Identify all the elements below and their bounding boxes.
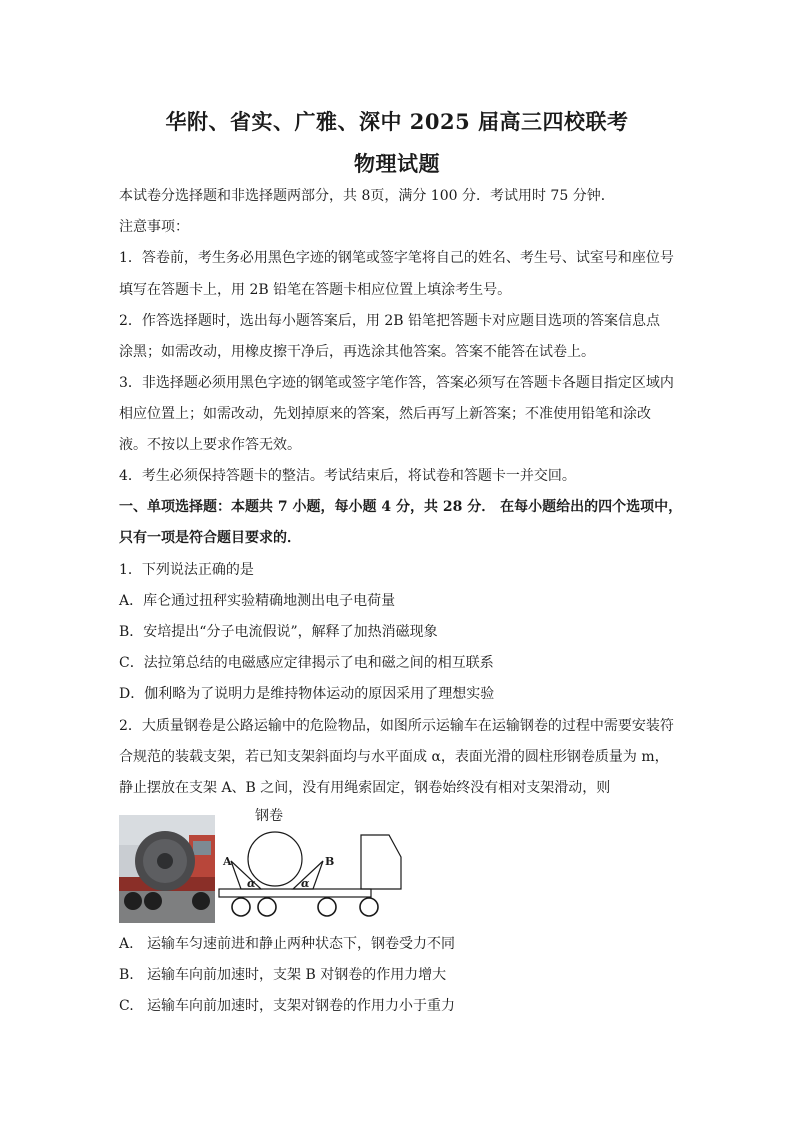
- steel-coil-circle: [248, 832, 302, 886]
- label-a: A: [223, 855, 232, 868]
- notice-line: 1．答卷前，考生务必用黑色字迹的钢笔或签字笔将自己的姓名、考生号、试室号和座位号: [119, 250, 674, 266]
- question-2-stem: 2．大质量钢卷是公路运输中的危险物品，如图所示运输车在运输钢卷的过程中需要安装符: [119, 718, 674, 734]
- diagram-wheel: [318, 898, 336, 916]
- question-2-option-c: [119, 996, 455, 1016]
- photo-wheel: [124, 892, 142, 910]
- section-heading: 一、单项选择题：本题共 7 小题，每小题 4 分，共 28 分． 在每小题给出的四个选项中，: [119, 499, 683, 515]
- notice-line: 2．作答选择题时，选出每小题答案后，用 2B 铅笔把答题卡对应题目选项的答案信息点: [119, 313, 661, 329]
- option-text: 运输车匀速前进和静止两种状态下，钢卷受力不同: [147, 936, 455, 952]
- coil-label: 钢卷: [255, 808, 283, 824]
- notice-heading: 注意事项：: [119, 219, 189, 235]
- support-a: [231, 861, 261, 889]
- option-label: C.: [119, 998, 134, 1014]
- exam-title: 华附、省实、广雅、深中 2025 届高三四校联考: [165, 109, 629, 134]
- option-label: A.: [119, 936, 134, 952]
- diagram-wheel: [360, 898, 378, 916]
- exam-intro: 本试卷分选择题和非选择题两部分，共 8页，满分 100 分．考试用时 75 分钟．: [119, 188, 615, 204]
- diagram-wheel: [258, 898, 276, 916]
- photo-wheel: [144, 892, 162, 910]
- option-label: B.: [119, 967, 134, 983]
- question-1-option-a: A．库仑通过扭秤实验精确地测出电子电荷量: [119, 593, 396, 609]
- notice-line: 液。不按以上要求作答无效。: [119, 437, 301, 453]
- section-heading-cont: 只有一项是符合题目要求的．: [119, 530, 301, 546]
- coil-support-diagram: [217, 805, 409, 923]
- notice-line: 填写在答题卡上，用 2B 铅笔在答题卡相应位置上填涂考生号。: [119, 282, 512, 298]
- notice-line: 3．非选择题必须用黑色字迹的钢笔或签字笔作答，答案必须写在答题卡各题目指定区域内: [119, 375, 674, 391]
- coil-core: [157, 853, 173, 869]
- question-1-option-b: B．安培提出“分子电流假说”，解释了加热消磁现象: [119, 624, 438, 640]
- question-2-stem: 静止摆放在支架 A、B 之间，没有用绳索固定，钢卷始终没有相对支架滑动，则: [119, 780, 611, 796]
- question-1-option-d: D．伽利略为了说明力是维持物体运动的原因采用了理想实验: [119, 686, 495, 702]
- truck-window: [193, 841, 211, 855]
- photo-wheel: [192, 892, 210, 910]
- diagram-wheel: [232, 898, 250, 916]
- question-2-option-a: [119, 934, 455, 954]
- truck-bed: [219, 889, 371, 897]
- notice-line: 涂黑；如需改动，用橡皮擦干净后，再选涂其他答案。答案不能答在试卷上。: [119, 344, 595, 360]
- question-2-figure: [119, 805, 409, 923]
- question-2-stem: 合规范的装载支架，若已知支架斜面均与水平面成 α，表面光滑的圆柱形钢卷质量为 m，: [119, 749, 669, 765]
- angle-label-left: α: [247, 877, 256, 890]
- notice-line: 相应位置上；如需改动，先划掉原来的答案，然后再写上新答案；不准使用铅笔和涂改: [119, 406, 651, 422]
- option-text: 运输车向前加速时，支架 B 对钢卷的作用力增大: [147, 967, 447, 983]
- truck-cab-outline: [361, 835, 401, 889]
- option-text: 运输车向前加速时，支架对钢卷的作用力小于重力: [147, 998, 455, 1014]
- question-2-option-b: [119, 965, 446, 985]
- truck-photo: [119, 815, 215, 923]
- question-1-option-c: C．法拉第总结的电磁感应定律揭示了电和磁之间的相互联系: [119, 655, 494, 671]
- exam-subtitle: 物理试题: [354, 151, 440, 176]
- notice-line: 4．考生必须保持答题卡的整洁。考试结束后，将试卷和答题卡一并交回。: [119, 468, 576, 484]
- question-1-stem: 1．下列说法正确的是: [119, 562, 254, 578]
- angle-label-right: α: [301, 877, 310, 890]
- label-b: B: [325, 855, 335, 868]
